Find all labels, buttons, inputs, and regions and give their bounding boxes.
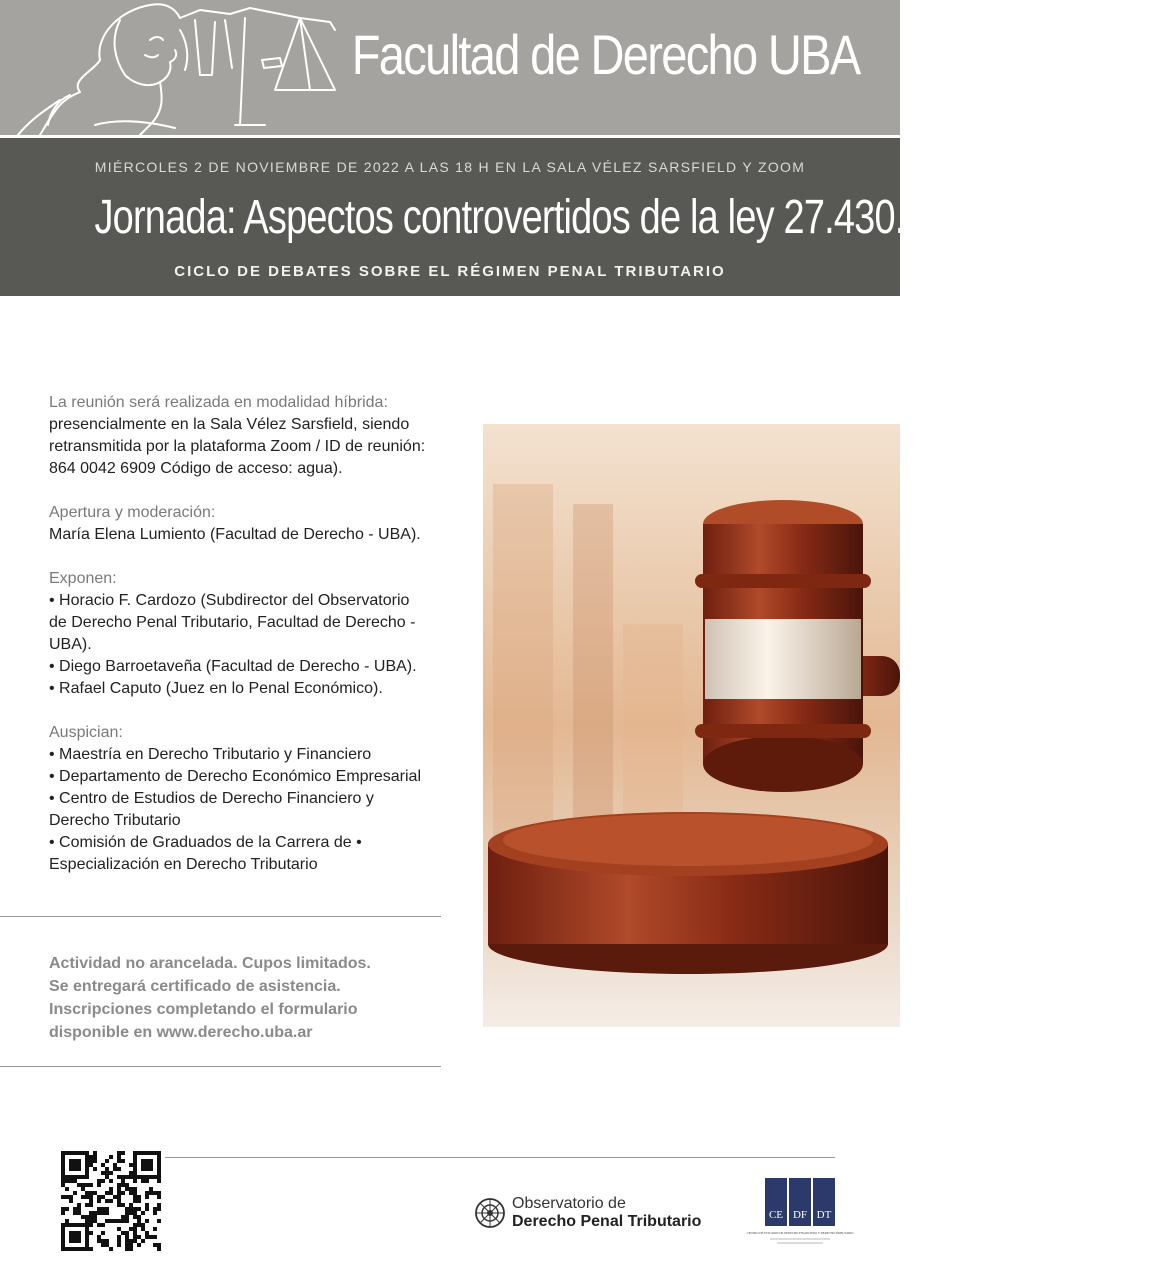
header-band (0, 0, 900, 135)
modality-line: 864 0042 6909 Código de acceso: agua). (49, 460, 343, 477)
event-date: MIÉRCOLES 2 DE NOVIEMBRE DE 2022 A LAS 18 H EN LA SALA VÉLEZ SARSFIELD Y ZOOM (94, 159, 806, 175)
speakers-section (49, 568, 449, 700)
sponsor-line: • Centro de Estudios de Derecho Financiero y (49, 790, 374, 807)
info-line: disponible en www.derecho.uba.ar (49, 1024, 313, 1041)
cedt-logo (746, 1178, 854, 1248)
faculty-title: Facultad de Derecho UBA (352, 23, 860, 86)
gavel-image (483, 424, 900, 1027)
opening-section (49, 502, 449, 546)
event-cycle: CICLO DE DEBATES SOBRE EL RÉGIMEN PENAL TRIBUTARIO (174, 263, 726, 280)
cedt-letters: CE (768, 1209, 784, 1221)
divider (0, 916, 441, 917)
info-line: Actividad no arancelada. Cupos limitados. (49, 955, 371, 972)
event-title: Jornada: Aspectos controvertidos de la ley 27.430. Jurisprudencia (94, 191, 1150, 244)
qr-code-graphic (61, 1151, 161, 1251)
modality-line: presencialmente en la Sala Vélez Sarsfield, siendo (49, 416, 410, 433)
sponsors-section (49, 722, 449, 876)
speaker-line: • Diego Barroetaveña (Facultad de Derecho - UBA). (49, 658, 417, 675)
speaker-line: UBA). (49, 636, 92, 653)
qr-finder-pattern (69, 1231, 81, 1243)
event-description (49, 392, 449, 898)
speaker-line: de Derecho Penal Tributario, Facultad de Derecho - (49, 614, 416, 631)
opening-label: Apertura y moderación: (49, 504, 216, 521)
registration-info (49, 952, 449, 1044)
footer-divider (165, 1157, 835, 1158)
qr-finder-pattern (69, 1159, 81, 1171)
modality-label: La reunión será realizada en modalidad híbrida: (49, 394, 388, 411)
divider (0, 1066, 441, 1067)
sponsors-label: Auspician: (49, 724, 123, 741)
sponsor-line: Especialización en Derecho Tributario (49, 856, 318, 873)
speaker-line: • Horacio F. Cardozo (Subdirector del Observatorio (49, 592, 410, 609)
sponsor-line: • Comisión de Graduados de la Carrera de • (49, 834, 362, 851)
qr-finder-pattern (141, 1159, 153, 1171)
sponsor-line: • Maestría en Derecho Tributario y Financiero (49, 746, 372, 763)
modality-line: retransmitida por la plataforma Zoom / ID de reunión: (49, 438, 426, 455)
observatory-name-line2: Derecho Penal Tributario (512, 1213, 702, 1230)
opening-text: María Elena Lumiento (Facultad de Derecho - UBA). (49, 526, 421, 543)
info-line: Inscripciones completando el formulario (49, 1001, 358, 1018)
sponsor-line: Derecho Tributario (49, 812, 181, 829)
cedt-letters: DF (792, 1209, 808, 1221)
observatory-emblem-icon (474, 1197, 506, 1229)
event-banner (0, 138, 1150, 296)
modality-section (49, 392, 449, 480)
sponsor-line: • Departamento de Derecho Económico Empresarial (49, 768, 421, 785)
observatory-name-line1: Observatorio de (512, 1195, 626, 1212)
cedt-caption: CENTRO DE ESTUDIOS DE DERECHO FINANCIERO Y DERECHO TRIBUTARIO (746, 1231, 854, 1235)
cedt-letters: DT (816, 1209, 832, 1221)
qr-code[interactable] (61, 1151, 161, 1251)
info-line: Se entregará certificado de asistencia. (49, 978, 341, 995)
speakers-label: Exponen: (49, 570, 117, 587)
speaker-line: • Rafael Caputo (Juez en lo Penal Económico). (49, 680, 383, 697)
